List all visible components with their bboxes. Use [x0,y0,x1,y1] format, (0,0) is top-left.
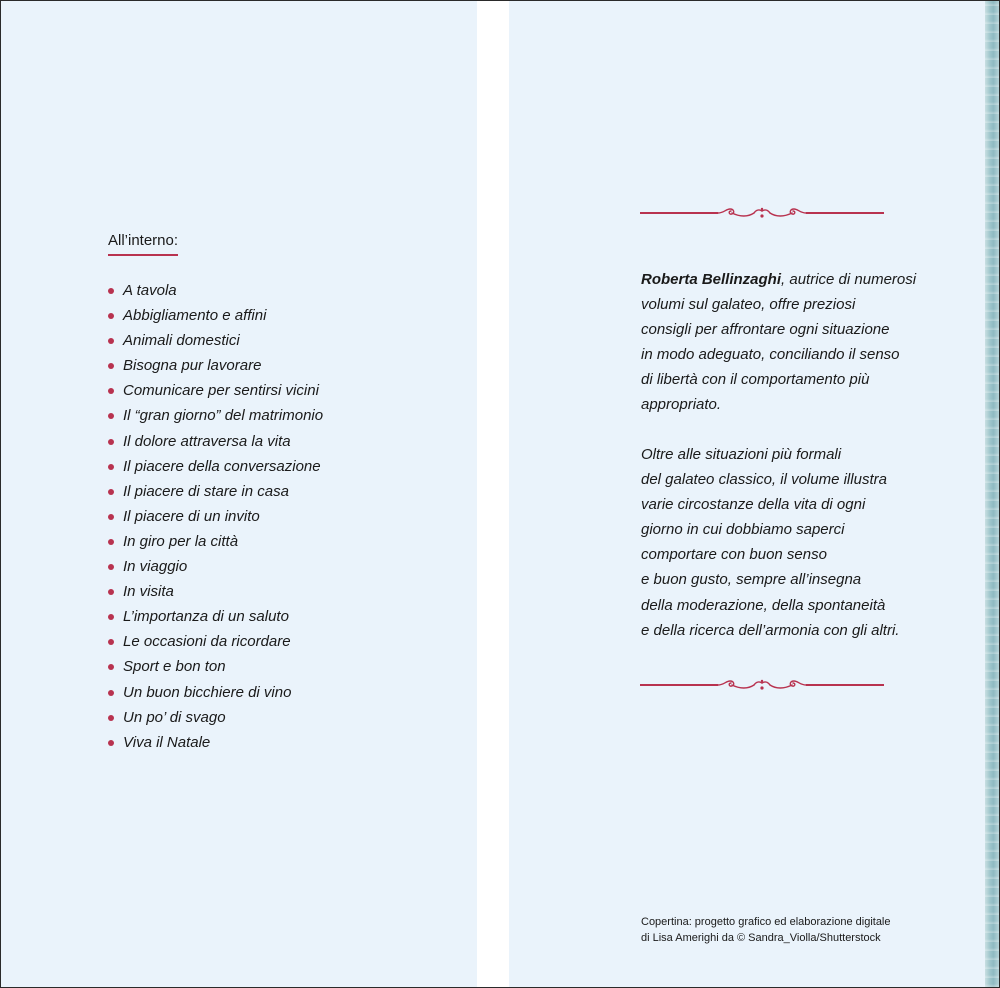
toc-item [108,356,323,381]
bullet-dot-icon [108,388,114,394]
toc-item [108,432,323,457]
author-paragraph [641,267,941,418]
toc-item [108,507,323,532]
toc-item-label: In viaggio [123,558,188,576]
bullet-dot-icon [108,363,114,369]
bullet-dot-icon [108,288,114,294]
toc-item [108,457,323,482]
toc-item [108,482,323,507]
toc-item-label: Il piacere della conversazione [123,457,321,475]
bullet-dot-icon [108,715,114,721]
toc-item [108,733,323,758]
bullet-dot-icon [108,313,114,319]
flourish-divider-icon [640,206,884,220]
toc-item-label: A tavola [123,282,177,299]
toc-item [108,582,323,607]
toc-item [108,281,323,306]
toc-item-label: Comunicare per sentirsi vicini [123,382,319,400]
bullet-dot-icon [108,614,114,620]
toc-item [108,532,323,557]
toc-item-label: Un buon bicchiere di vino [123,683,292,701]
toc-heading: All’interno: [108,232,178,256]
bullet-dot-icon [108,564,114,570]
bullet-dot-icon [108,664,114,670]
toc-item-label: Viva il Natale [123,733,211,751]
toc-item-label: Il dolore attraversa la vita [123,432,291,450]
bullet-dot-icon [108,589,114,595]
toc-item [108,632,323,657]
toc-item-label: Il “gran giorno” del matrimonio [123,407,324,425]
toc-item-label: Abbigliamento e affini [123,307,267,325]
description-paragraph: Oltre alle situazioni più formali del galateo classico, il volume illustra varie circostanze della vita di ogni giorno in cui dobbiamo saperci comportare con buon senso e buon gusto, sempre all’insegna della moderazione, della spontaneità e della ricerca dell’armonia con gli altri. [641,446,900,639]
bullet-dot-icon [108,639,114,645]
toc-item [108,683,323,708]
toc-item-label: Bisogna pur lavorare [123,357,262,375]
toc-item [108,331,323,356]
bullet-dot-icon [108,338,114,344]
bullet-dot-icon [108,740,114,746]
author-paragraph-text: , autrice di numerosi volumi sul galateo, offre preziosi consigli per affrontare ogni situazione in modo adeguato, conciliando il senso di libertà con il comportamento più appropriato. [641,271,917,414]
page-gutter [477,1,509,987]
bullet-dot-icon [108,439,114,445]
cover-spine-edge [985,1,999,987]
toc-item-label: In visita [123,583,174,601]
toc-item [108,381,323,406]
toc-item-label: Il piacere di un invito [123,507,260,525]
toc-item-label: L’importanza di un saluto [123,608,289,626]
toc-item-label: Le occasioni da ricordare [123,633,291,651]
toc-item-label: Sport e bon ton [123,658,226,676]
toc-item [108,557,323,582]
cover-credits: Copertina: progetto grafico ed elaborazione digitale di Lisa Amerighi da © Sandra_Violla/Shutterstock [641,916,891,944]
bullet-dot-icon [108,514,114,520]
toc-item [108,306,323,331]
bullet-dot-icon [108,489,114,495]
toc-item-label: Un po’ di svago [123,708,226,726]
toc-item [108,406,323,431]
toc-item [108,607,323,632]
toc-item-label: Animali domestici [123,332,240,350]
flourish-divider-icon [640,678,884,692]
bullet-dot-icon [108,464,114,470]
toc-item [108,708,323,733]
toc-item-label: Il piacere di stare in casa [123,482,289,500]
bullet-dot-icon [108,539,114,545]
toc-item [108,657,323,682]
bullet-dot-icon [108,690,114,696]
author-name: Roberta Bellinzaghi [641,271,782,288]
bullet-dot-icon [108,413,114,419]
toc-item-label: In giro per la città [123,532,239,550]
toc-list [108,281,323,758]
